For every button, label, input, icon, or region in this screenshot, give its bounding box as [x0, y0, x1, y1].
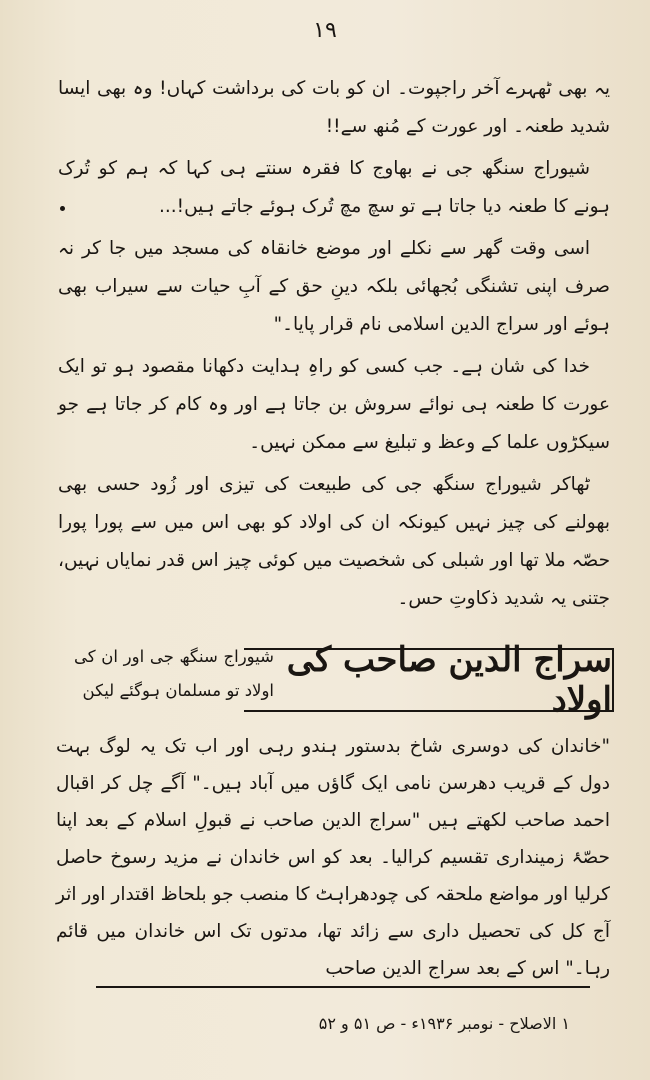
- paragraph-2: شیوراج سنگھ جی نے بھاوج کا فقرہ سنتے ہی کہا کہ ہم کو تُرک ہونے کا طعنہ دیا جاتا ہے تو سچ مچ تُرک ہوئے جاتے ہیں!...: [58, 158, 610, 217]
- paragraph-4: خدا کی شان ہے۔ جب کسی کو راہِ ہدایت دکھانا مقصود ہو تو ایک عورت کا طعنہ ہی نوائے سروش بن جاتا ہے اور وہ کام کر جاتا ہے جو سیکڑوں علما کے وعظ و تبلیغ سے ممکن نہیں۔: [58, 356, 610, 453]
- section-heading-box: [244, 640, 614, 720]
- body-text-continued: [56, 728, 610, 991]
- paragraph-5: ٹھاکر شیوراج سنگھ جی کی طبیعت کی تیزی اور زُود حسی بھی بھولنے کی چیز نہیں کیونکہ ان کی اولاد کو بھی اس میں سے پورا پورا حصّہ ملا تھا اور شبلی کی شخصیت میں کوئی چیز اس قدر نمایاں نہیں، جتنی یہ شدید ذکاوتِ حس۔: [58, 474, 610, 609]
- page-number: ۱۹: [313, 18, 337, 43]
- paragraph-3: اسی وقت گھر سے نکلے اور موضع خانقاہ کی مسجد میں جا کر نہ صرف اپنی تشنگی بُجھائی بلکہ دینِ حق کے آبِ حیات سے سیراب بھی ہوئے اور سراج الدین اسلامی نام قرار پایا۔": [58, 238, 610, 335]
- footnote: ۱ الاصلاح - نومبر ۱۹۳۶ء - ص ۵۱ و ۵۲: [318, 1014, 570, 1033]
- footnote-divider: [96, 986, 590, 988]
- paragraph-1: یہ بھی ٹھہرے آخر راجپوت۔ ان کو بات کی برداشت کہاں! وہ بھی ایسا شدید طعنہ۔ اور عورت کے مُنھ سے!!: [58, 78, 610, 137]
- heading-side-text: شیوراج سنگھ جی اور ان کی اولاد تو مسلمان ہوگئے لیکن: [74, 647, 274, 700]
- section-heading: سراج الدین صاحب کی اولاد: [286, 640, 612, 720]
- paragraph-6: "خاندان کی دوسری شاخ بدستور ہندو رہی اور اب تک یہ لوگ بہت دول کے قریب دھرسن نامی ایک گاؤں میں آباد ہیں۔" آگے چل کر اقبال احمد صاحب لکھتے ہیں "سراج الدین صاحب نے قبولِ اسلام کے بعد اپنا حصّۂ زمینداری تقسیم کرالیا۔ بعد کو اس خاندان نے مزید رسوخ حاصل کرلیا اور مواضع ملحقہ کی چودھراہٹ کا منصب جو بلحاظ اقتدار اور اثر آج کل کی تحصیل داری سے زائد تھا، مدتوں تک اس خاندان میں قائم رہا۔" اس کے بعد سراج الدین صاحب: [56, 736, 610, 979]
- body-text: [58, 70, 610, 622]
- section-heading-block: [74, 636, 614, 722]
